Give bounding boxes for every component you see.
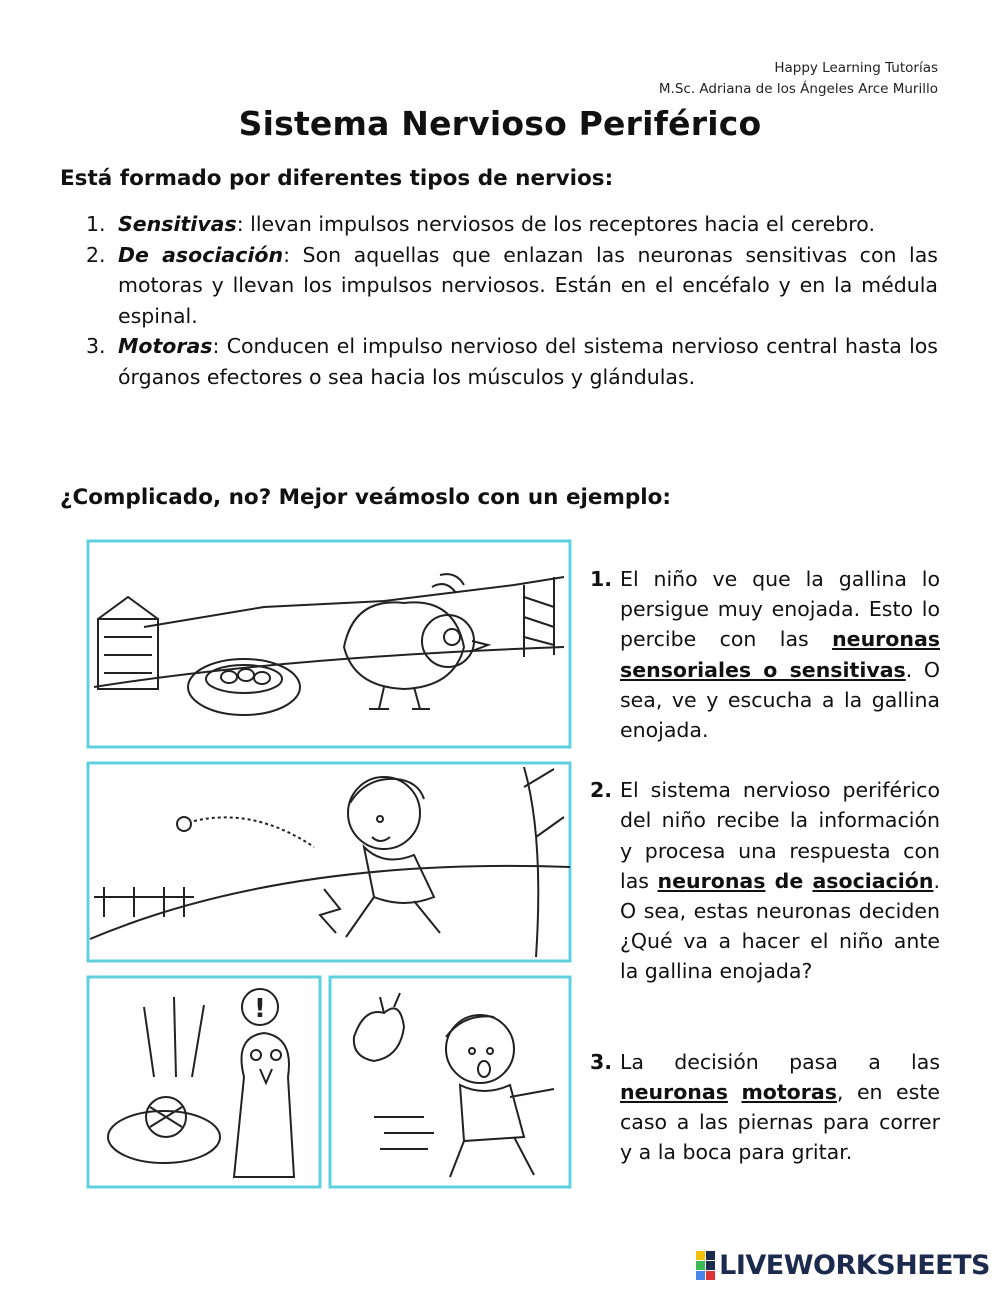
panel-1-drawing xyxy=(94,574,564,715)
step-item xyxy=(590,564,940,745)
term-neuronas: neuronas xyxy=(620,1079,728,1104)
item-number: 3. xyxy=(86,334,106,358)
logo-text: LIVEWORKSHEETS xyxy=(719,1250,990,1281)
step-connector: de xyxy=(765,868,813,893)
example-steps-list xyxy=(590,564,940,1167)
step-text: El niño ve que la gallina lo persigue muy enojada. Esto lo percibe con las xyxy=(620,567,940,652)
header-line-2: M.Sc. Adriana de los Ángeles Arce Murillo xyxy=(658,81,938,97)
comic-illustration xyxy=(84,537,574,1192)
step-text: La decisión pasa a las xyxy=(620,1049,940,1074)
term-sensitivas: Sensitivas xyxy=(118,212,237,236)
term-asociacion-underlined: asociación xyxy=(812,868,934,893)
item-text: : Son aquellas que enlazan las neuronas sensitivas con las motoras y llevan los impulsos nerviosos. Están en el encéfalo y en la médula espinal. xyxy=(118,242,938,328)
panel-2-drawing xyxy=(90,767,570,957)
term-motoras-underlined: motoras xyxy=(741,1079,837,1104)
liveworksheets-logo xyxy=(696,1250,990,1281)
item-text: : llevan impulsos nerviosos de los receptores hacia el cerebro. xyxy=(236,212,875,236)
running-boy-body xyxy=(460,1085,524,1141)
step-text: . O sea, estas neuronas deciden ¿Qué va a hacer el niño ante la gallina enojada? xyxy=(620,868,940,984)
tree xyxy=(524,767,564,957)
item-number: 2. xyxy=(86,242,106,267)
item-number: 1. xyxy=(86,212,106,236)
panel-3-drawing xyxy=(108,989,294,1177)
logo-blocks-icon xyxy=(696,1251,715,1280)
example-heading: ¿Complicado, no? Mejor veámoslo con un ejemplo: xyxy=(60,485,672,510)
term-neuronas-sensoriales: neuronas sensoriales o sensitivas xyxy=(620,627,940,682)
boy-head xyxy=(348,777,420,849)
hen-startled xyxy=(234,1033,294,1177)
step-connector xyxy=(728,1080,742,1104)
ball-icon xyxy=(177,817,191,831)
item-text: : Conducen el impulso nervioso del sistema nervioso central hasta los órganos efectores o sea hacia los músculos y glándulas. xyxy=(118,334,938,389)
hen-head xyxy=(422,615,474,667)
step-text: . O sea, ve y escucha a la gallina enojada. xyxy=(620,657,940,743)
intro-heading: Está formado por diferentes tipos de nervios: xyxy=(60,166,614,191)
boy-body xyxy=(364,847,434,903)
step-number: 3. xyxy=(590,1049,613,1074)
comic-panel-4 xyxy=(330,977,570,1187)
list-item xyxy=(86,240,938,332)
term-neuronas: neuronas xyxy=(657,868,766,893)
step-item xyxy=(590,1047,940,1168)
page-title: Sistema Nervioso Periférico xyxy=(238,104,762,143)
term-asociacion: De asociación xyxy=(118,242,284,267)
list-item xyxy=(86,209,938,240)
flying-hen xyxy=(354,1008,404,1061)
exclamation-mark: ! xyxy=(254,994,266,1024)
step-number: 1. xyxy=(590,567,613,591)
comic-panel-1 xyxy=(88,541,570,747)
author-header xyxy=(659,58,938,100)
header-line-1: Happy Learning Tutorías xyxy=(774,60,938,76)
comic-panel-2 xyxy=(88,763,570,961)
list-item xyxy=(86,331,938,392)
step-item xyxy=(590,775,940,986)
nerve-types-list xyxy=(86,209,938,392)
term-motoras: Motoras xyxy=(118,334,213,358)
step-text: El sistema nervioso periférico del niño recibe la información y procesa una respuesta con las xyxy=(620,778,940,893)
panel-4-drawing xyxy=(354,993,554,1177)
step-text: , en este caso a las piernas para correr y a la boca para gritar. xyxy=(620,1079,940,1165)
step-number: 2. xyxy=(590,778,613,803)
